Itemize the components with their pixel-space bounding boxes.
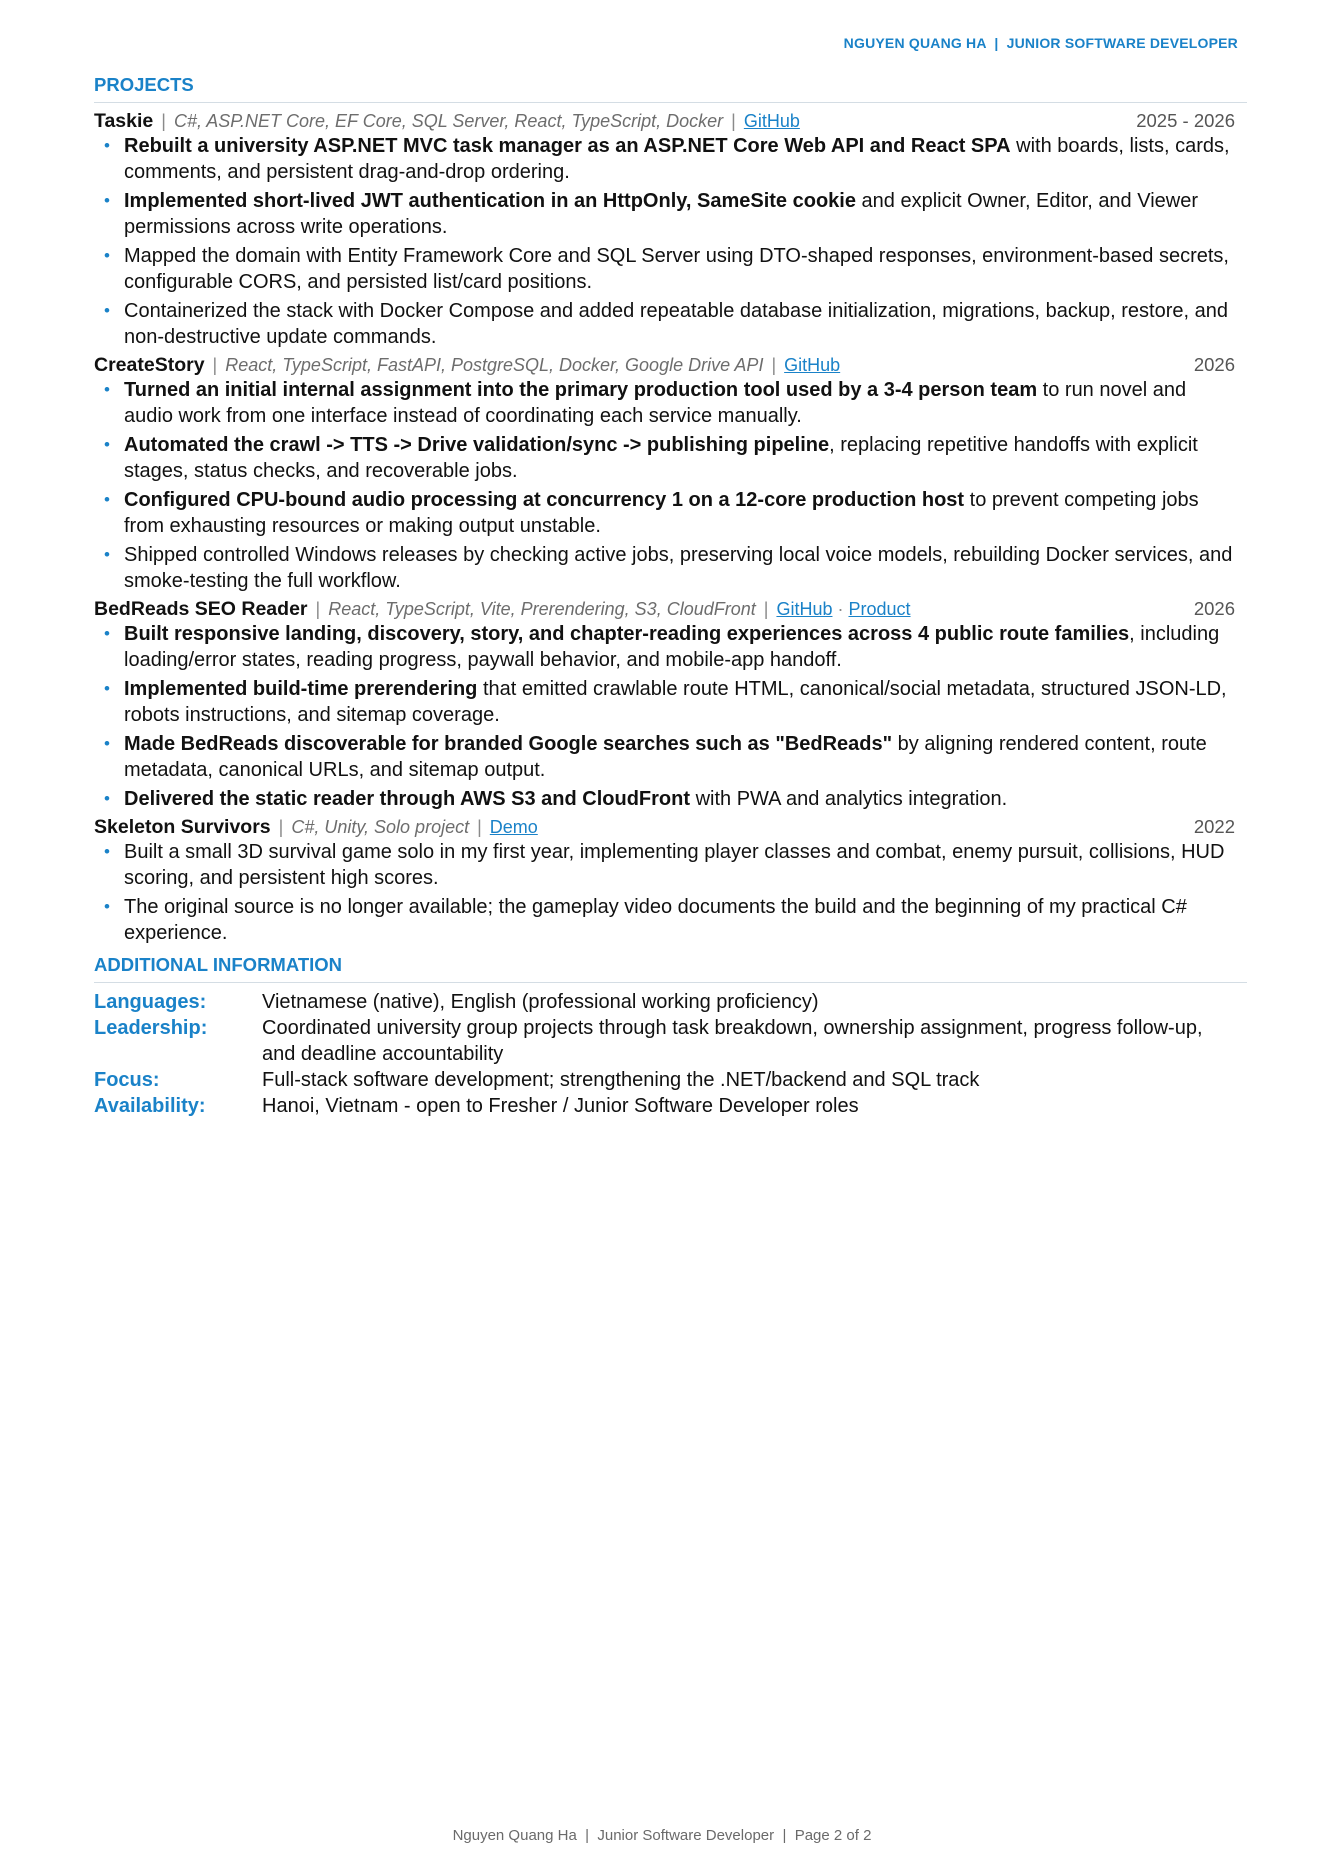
project-name: CreateStory [94,354,205,376]
bullet-dot-icon: • [104,435,110,454]
project-link-demo[interactable]: Demo [489,817,538,837]
project-link-github[interactable]: GitHub [784,355,841,375]
bullet-item [94,731,1247,783]
project-bullets [94,839,1247,946]
separator: | [315,599,321,619]
additional-info-list [94,989,1247,1119]
separator: | [477,817,482,837]
page-footer: Nguyen Quang Ha | Junior Software Developer | Page 2 of 2 [452,1827,872,1844]
bullet-dot-icon: • [104,301,110,320]
bullet-bold-text: Implemented short-lived JWT authentication in an HttpOnly, SameSite cookie [124,190,856,212]
bullet-item [94,894,1247,946]
bullet-text: to run novel and audio work from one interface instead of coordinating each service manually. [124,379,1187,427]
bullet-text: Containerized the stack with Docker Compose and added repeatable database initialization, migrations, backup, restore, and non-destructive update commands. [124,300,1228,348]
bullet-text: Built a small 3D survival game solo in my first year, implementing player classes and combat, enemy pursuit, collisions, HUD scoring, and persistent high scores. [124,841,1225,889]
bullet-dot-icon: • [104,842,110,861]
bullet-dot-icon: • [104,191,110,210]
info-row [94,989,1247,1015]
info-row [94,1093,1247,1119]
project-link-github[interactable]: GitHub [776,599,833,619]
project-tech-stack: C#, Unity, Solo project [291,817,470,837]
bullet-text: with PWA and analytics integration. [690,788,1008,810]
section-title-additional-information: ADDITIONAL INFORMATION [94,954,1247,983]
bullet-dot-icon: • [104,679,110,698]
bullet-dot-icon: • [104,545,110,564]
separator: | [731,111,736,131]
bullet-text: with boards, lists, cards, comments, and persistent drag-and-drop ordering. [124,135,1230,183]
info-value: Coordinated university group projects through task breakdown, ownership assignment, progress follow-up, and deadline accountability [262,1017,1203,1065]
project-date: 2025 - 2026 [1136,110,1235,131]
project-bullets [94,621,1247,812]
page-header: NGUYEN QUANG HA | JUNIOR SOFTWARE DEVELOPER [843,35,1238,51]
project-link-github[interactable]: GitHub [743,111,800,131]
link-separator: · [837,599,844,619]
project-tech-stack: React, TypeScript, Vite, Prerendering, S3, CloudFront [328,599,756,619]
project-bullets [94,377,1247,594]
separator: | [161,111,166,131]
bullet-text: , including loading/error states, reading progress, paywall behavior, and mobile-app handoff. [124,623,1220,671]
bullet-bold-text: Rebuilt a university ASP.NET MVC task manager as an ASP.NET Core Web API and React SPA [124,135,1011,157]
bullet-bold-text: Configured CPU-bound audio processing at concurrency 1 on a 12-core production host [124,489,965,511]
bullet-bold-text: Built responsive landing, discovery, story, and chapter-reading experiences across 4 public route families [124,623,1130,645]
bullet-text: Shipped controlled Windows releases by checking active jobs, preserving local voice models, rebuilding Docker services, and smoke-testing the full workflow. [124,544,1233,592]
bullet-text: and explicit Owner, Editor, and Viewer permissions across write operations. [124,190,1199,238]
bullet-dot-icon: • [104,490,110,509]
bullet-dot-icon: • [104,380,110,399]
bullet-text: by aligning rendered content, route metadata, canonical URLs, and sitemap output. [124,733,1207,781]
project-date: 2022 [1193,816,1235,837]
info-row [94,1067,1247,1093]
project-name: Skeleton Survivors [94,816,271,838]
project-date: 2026 [1193,598,1235,619]
info-value: Vietnamese (native), English (professional working proficiency) [262,991,819,1013]
bullet-bold-text: Made BedReads discoverable for branded Google searches such as "BedReads" [124,733,893,755]
project-entry [94,815,1247,946]
bullet-bold-text: Automated the crawl -> TTS -> Drive validation/sync -> publishing pipeline [124,434,830,456]
info-row [94,1015,1247,1067]
project-date: 2026 [1193,354,1235,375]
info-label: Focus: [94,1069,160,1091]
project-entry [94,597,1247,812]
bullet-item [94,432,1247,484]
info-label: Availability: [94,1095,206,1117]
bullet-dot-icon: • [104,246,110,265]
project-bullets [94,133,1247,350]
bullet-text: , replacing repetitive handoffs with explicit stages, status checks, and recoverable jobs. [124,434,1198,482]
project-tech-stack: React, TypeScript, FastAPI, PostgreSQL, Docker, Google Drive API [225,355,764,375]
bullet-dot-icon: • [104,897,110,916]
info-label: Languages: [94,991,207,1013]
bullet-dot-icon: • [104,789,110,808]
bullet-item [94,621,1247,673]
bullet-text: Mapped the domain with Entity Framework Core and SQL Server using DTO-shaped responses, environment-based secrets, configurable CORS, and persisted list/card positions. [124,245,1229,293]
bullet-bold-text: Delivered the static reader through AWS S3 and CloudFront [124,788,691,810]
project-entry [94,353,1247,594]
project-header [94,597,1247,621]
bullet-text: that emitted crawlable route HTML, canonical/social metadata, structured JSON-LD, robots instructions, and sitemap coverage. [124,678,1227,726]
bullet-item [94,839,1247,891]
bullet-dot-icon: • [104,136,110,155]
bullet-item [94,377,1247,429]
bullet-item [94,133,1247,185]
info-label: Leadership: [94,1017,208,1039]
bullet-dot-icon: • [104,624,110,643]
project-link-product[interactable]: Product [848,599,911,619]
bullet-text: to prevent competing jobs from exhausting resources or making output unstable. [124,489,1199,537]
bullet-item [94,786,1247,812]
bullet-item [94,487,1247,539]
bullet-dot-icon: • [104,734,110,753]
separator: | [763,599,769,619]
bullet-bold-text: Implemented build-time prerendering [124,678,478,700]
info-value: Full-stack software development; strengthening the .NET/backend and SQL track [262,1069,980,1091]
projects-list [94,109,1247,946]
bullet-bold-text: Turned an initial internal assignment into the primary production tool used by a 3-4 person team [124,379,1038,401]
resume-content [94,74,1247,1119]
bullet-item [94,298,1247,350]
info-value: Hanoi, Vietnam - open to Fresher / Junior Software Developer roles [262,1095,859,1117]
bullet-item [94,243,1247,295]
separator: | [212,355,218,375]
project-header [94,109,1247,133]
additional-information-section [94,954,1247,1119]
project-header [94,815,1247,839]
project-entry [94,109,1247,350]
section-title-projects: PROJECTS [94,74,1247,103]
bullet-text: The original source is no longer available; the gameplay video documents the build and the beginning of my practical C# experience. [124,896,1187,944]
project-name: BedReads SEO Reader [94,598,308,620]
separator: | [278,817,284,837]
project-header [94,353,1247,377]
bullet-item [94,188,1247,240]
project-name: Taskie [94,110,154,132]
bullet-item [94,542,1247,594]
separator: | [771,355,777,375]
bullet-item [94,676,1247,728]
project-tech-stack: C#, ASP.NET Core, EF Core, SQL Server, React, TypeScript, Docker [173,111,724,131]
